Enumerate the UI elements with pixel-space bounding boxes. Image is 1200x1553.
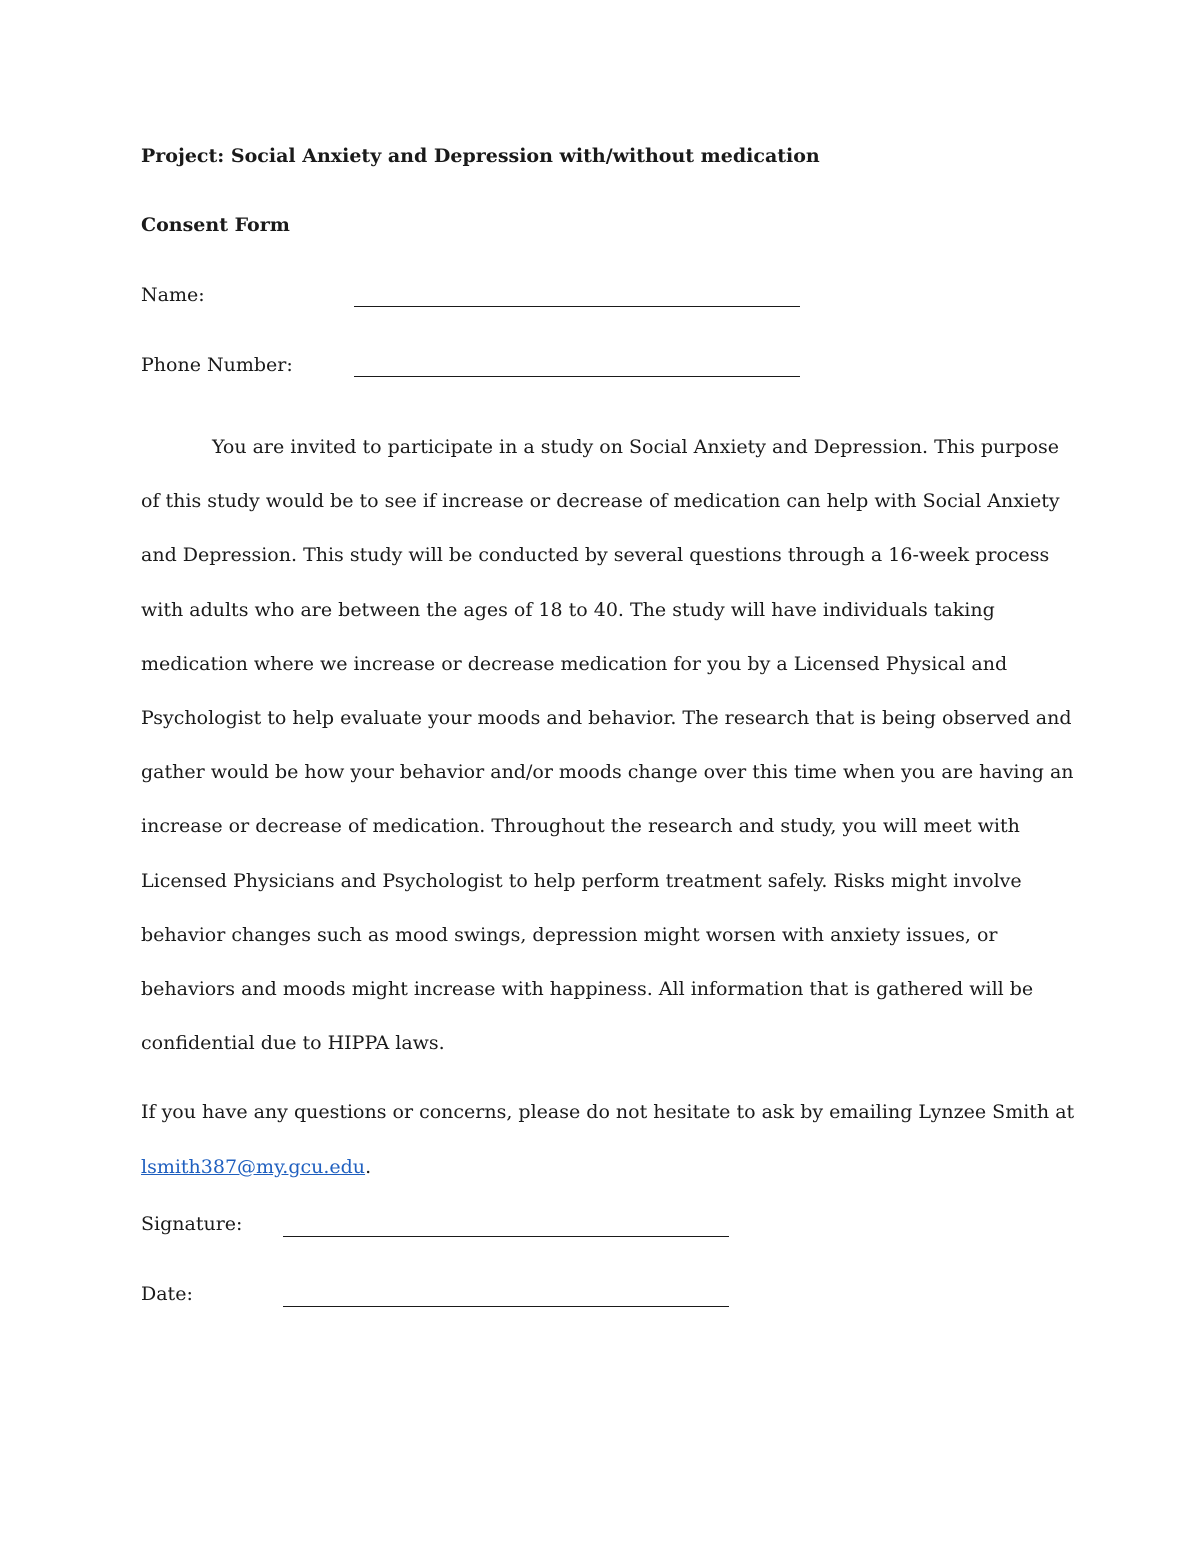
contact-paragraph <box>141 1085 1101 1195</box>
date-label: Date: <box>141 1283 193 1305</box>
body-line: of this study would be to see if increase or decrease of medication can help with Social Anxiety <box>141 490 1060 513</box>
name-label: Name: <box>141 284 205 306</box>
body-line: increase or decrease of medication. Throughout the research and study, you will meet with <box>141 815 1020 838</box>
body-line: behavior changes such as mood swings, depression might worsen with anxiety issues, or <box>141 923 998 946</box>
phone-field-line[interactable] <box>354 376 800 377</box>
project-title: Project: Social Anxiety and Depression with/without medication <box>141 145 820 167</box>
body-line: gather would be how your behavior and/or moods change over this time when you are having an <box>141 761 1074 784</box>
consent-body-paragraph <box>141 420 1101 1070</box>
body-line: Psychologist to help evaluate your moods and behavior. The research that is being observed and <box>141 706 1072 729</box>
contact-email-line <box>141 1140 1101 1195</box>
contact-line: If you have any questions or concerns, please do not hesitate to ask by emailing Lynzee Smith at <box>141 1101 1075 1123</box>
email-trailing-period: . <box>365 1156 372 1178</box>
body-line: confidential due to HIPPA laws. <box>141 1032 445 1055</box>
signature-field-line[interactable] <box>283 1236 729 1237</box>
body-line: and Depression. This study will be conducted by several questions through a 16-week process <box>141 544 1050 567</box>
phone-label: Phone Number: <box>141 354 293 376</box>
body-line: medication where we increase or decrease medication for you by a Licensed Physical and <box>141 652 1008 675</box>
body-line: Licensed Physicians and Psychologist to help perform treatment safely. Risks might involve <box>141 869 1022 892</box>
email-link[interactable]: lsmith387@my.gcu.edu <box>141 1156 366 1178</box>
date-field-line[interactable] <box>283 1306 729 1307</box>
body-line: You are invited to participate in a study on Social Anxiety and Depression. This purpose <box>212 436 1059 458</box>
body-line: with adults who are between the ages of 18 to 40. The study will have individuals taking <box>141 598 995 621</box>
form-title: Consent Form <box>141 214 290 236</box>
body-line: behaviors and moods might increase with happiness. All information that is gathered will be <box>141 977 1034 1000</box>
name-field-line[interactable] <box>354 306 800 307</box>
signature-label: Signature: <box>141 1213 243 1235</box>
